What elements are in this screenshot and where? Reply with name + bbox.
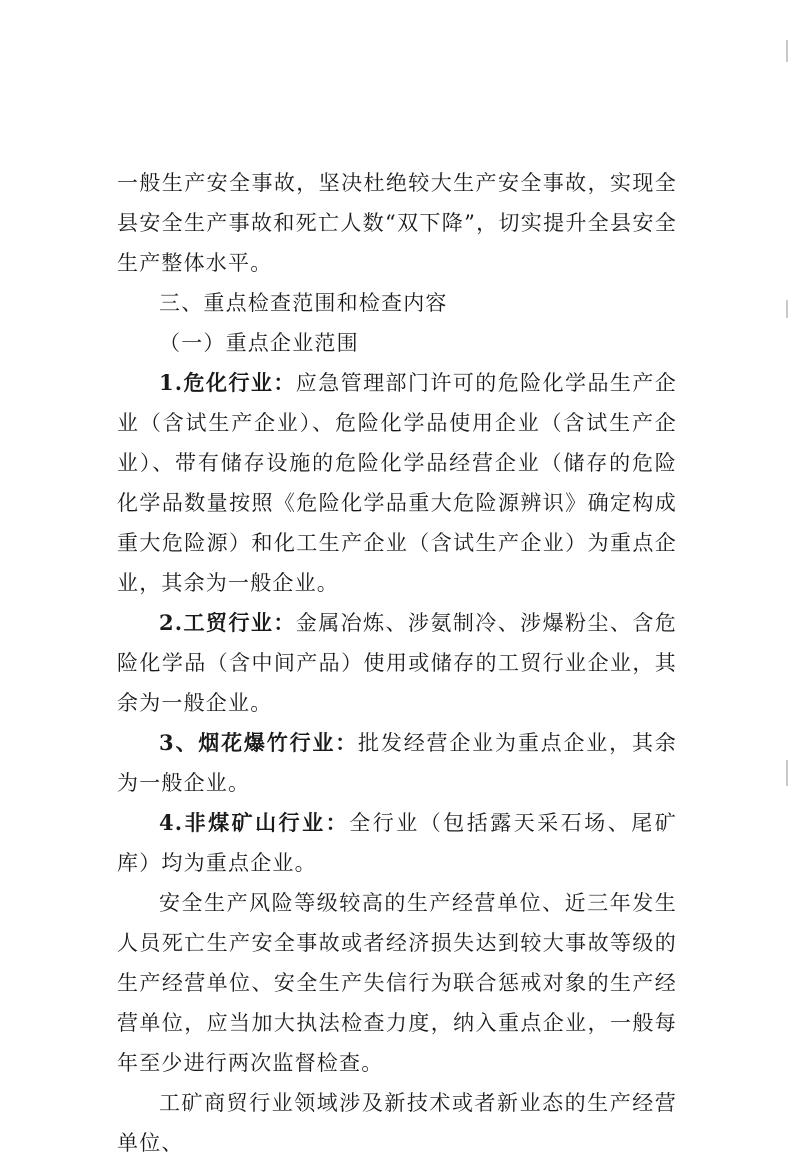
paragraph-text: 批发经营企业为重点企业，其余为一般企业。 bbox=[117, 731, 677, 795]
paragraph-lead: 4.非煤矿山行业： bbox=[159, 810, 350, 835]
paragraph-text: 全行业（包括露天采石场、尾矿库）均为重点企业。 bbox=[117, 811, 677, 875]
paragraph-non-coal-mines bbox=[117, 803, 677, 883]
scan-edge-mark bbox=[786, 40, 788, 62]
paragraph-fireworks bbox=[117, 723, 677, 803]
paragraph-text: 一般生产安全事故，坚决杜绝较大生产安全事故，实现全县安全生产事故和死亡人数“双下降”，切实提升全县安全生产整体水平。 bbox=[117, 171, 677, 275]
paragraph-hazardous-chemicals bbox=[117, 363, 677, 603]
document-body bbox=[117, 163, 677, 1163]
paragraph-industry-trade bbox=[117, 603, 677, 723]
section-heading-text: 三、重点检查范围和检查内容 bbox=[159, 291, 448, 315]
paragraph-text: 应急管理部门许可的危险化学品生产企业（含试生产企业）、危险化学品使用企业（含试生产企业）、带有储存设施的危险化学品经营企业（储存的危险化学品数量按照《危险化学品重大危险源辨识》确定构成重大危险源）和化工生产企业（含试生产企业）为重点企业，其余为一般企业。 bbox=[117, 371, 677, 595]
paragraph-text: 安全生产风险等级较高的生产经营单位、近三年发生人员死亡生产安全事故或者经济损失达到较大事故等级的生产经营单位、安全生产失信行为联合惩戒对象的生产经营单位，应当加大执法检查力度，纳入重点企业，一般每年至少进行两次监督检查。 bbox=[117, 891, 677, 1075]
scan-edge-mark bbox=[786, 760, 788, 786]
paragraph-continuation bbox=[117, 163, 677, 283]
paragraph-text: 工矿商贸行业领域涉及新技术或者新业态的生产经营单位、 bbox=[117, 1091, 677, 1155]
paragraph-lead: 2.工贸行业： bbox=[159, 610, 296, 635]
section-heading bbox=[117, 283, 677, 323]
subsection-heading-text: （一）重点企业范围 bbox=[159, 331, 359, 355]
scan-edge-mark bbox=[786, 300, 788, 318]
paragraph-text: 金属冶炼、涉氨制冷、涉爆粉尘、含危险化学品（含中间产品）使用或储存的工贸行业企业，其余为一般企业。 bbox=[117, 611, 677, 715]
paragraph-lead: 3、烟花爆竹行业： bbox=[159, 730, 359, 755]
paragraph-high-risk-units bbox=[117, 883, 677, 1083]
paragraph-lead: 1.危化行业： bbox=[159, 370, 296, 395]
paragraph-new-tech-units bbox=[117, 1083, 677, 1163]
subsection-heading bbox=[117, 323, 677, 363]
